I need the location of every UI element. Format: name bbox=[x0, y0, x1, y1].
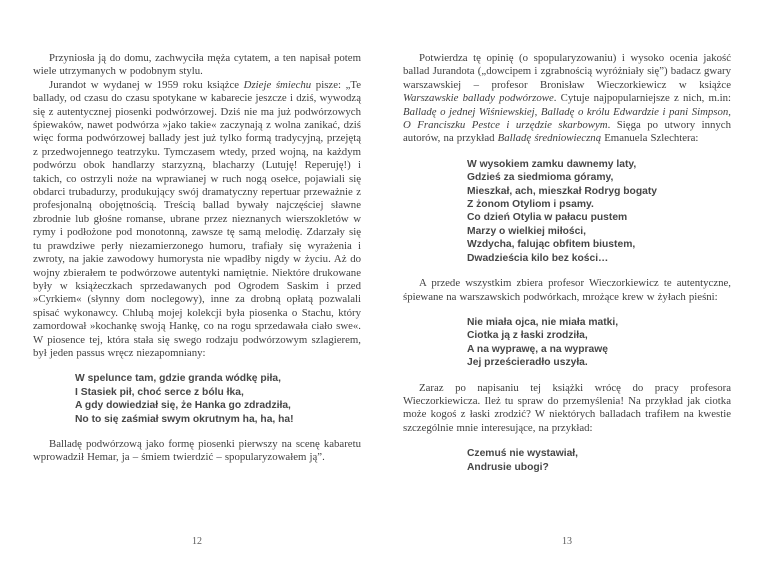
paragraph bbox=[403, 52, 731, 146]
italic-title-text: Balladę o królu Edwardzie i pani Simpson bbox=[540, 105, 729, 118]
paragraph bbox=[33, 79, 361, 361]
verse-line: W wysokiem zamku dawnemy laty, bbox=[467, 158, 637, 170]
verse-line: Jej prześcieradło uszyła. bbox=[467, 357, 588, 369]
verse-line: Z żonom Otyliom i psamy. bbox=[467, 199, 594, 211]
verse-line: I Stasiek pił, choć serce z bólu łka, bbox=[75, 386, 244, 398]
body-text: Zaraz po napisaniu tej książki wrócę do pracy profesora Wieczorkiewicza. Ileż tu spraw do przemyślenia! Na przykład jak ciotka może kogoś z łaski zrodzić? W niektórych balladach trafiłem na kwestie szczególnie mnie interesujące, na przykład: bbox=[403, 381, 731, 434]
italic-title-text: Dzieje śmiechu bbox=[243, 78, 312, 91]
text-column-left bbox=[33, 52, 361, 465]
verse-line: Co dzień Otylia w pałacu pustem bbox=[467, 212, 628, 224]
paragraph bbox=[403, 382, 731, 436]
body-text: Przyniosła ją do domu, zachwyciła męża cytatem, a ten napisał potem wiele utrzymanych w podobnym stylu. bbox=[33, 52, 361, 78]
paragraph bbox=[33, 438, 361, 465]
verse-quote bbox=[467, 158, 731, 265]
verse-line: Marzy o wielkiej miłości, bbox=[467, 225, 587, 237]
verse-line: A gdy dowiedział się, że Hanka go zdradziła, bbox=[75, 400, 291, 412]
italic-title-text: O Franciszku Pestce i urzędzie skarbowym bbox=[403, 119, 608, 132]
verse-line: Mieszkał, ach, mieszkał Rodryg bogaty bbox=[467, 185, 657, 197]
italic-title-text: Balladę średniowieczną bbox=[497, 132, 602, 145]
body-text: Balladę podwórzową jako formę piosenki pierwszy na scenę kabaretu wprowadził Hemar, ja – śmiem twierdzić – spopularyzowałem ją”. bbox=[33, 437, 361, 464]
verse-quote bbox=[75, 372, 361, 426]
verse-line: Wzdycha, falując obfitem biustem, bbox=[467, 239, 636, 251]
body-text: . Cytuje najpopularniejsze z nich, m.in: bbox=[553, 92, 731, 105]
body-text: pisze: „Te ballady, od czasu do czasu spotykane w kabarecie jeszcze i dziś, wywodzą się z autentycznej piosenki podwórzowej. Dziś nie ma już podwórzowych śpiewaków, nawet podwórza »jako takie« zaczynają z wolna zanikać, dziś więc forma podwórzowej ballady jest już tylko formą tradycyjną, przejętą z przedwojennego teatrzyku. Tymczasem wtedy, przed wojną, na każdym podwórzu obok handlarzy starzyzną, blacharzy (Lutuję! Reperuję!) i takich, co ostrzyli noże na wprawianej w ruch nogą osełce, pojawiali się obdarci trubadurzy, produkujący swój dramatyczny repertuar przeważnie z profesjonalną obojętnością. Treścią ballad bywały najczęściej sławne zbrodnie lub głośne romanse, ubrane przez nieznanych wierszokletów w rymy i podłożone pod monotonną, zawsze tę samą melodię. Zdarzały się tu prawdziwe perły niezamierzonego humoru, trafiały się wyrażenia i zwroty, na jakie zawodowy humorysta nie wpadłby nigdy w życiu. Aż do wojny zbierałem te podwórzowe autentyki namiętnie. Niektóre drukowane były w książeczkach sprzedawanych pod Ogrodem Saskim i przed »Cyrkiem« (słynny dom noclegowy), inne za drobną opłatą pozwalali spisać wykonawcy. Chlubą mojej kolekcji była piosenka o Stachu, który zamordował »kochankę swoją Hankę, co na rogu sprzedawała ciało swe«. W piosence tej, która stała się swego rodzaju podwórzowym szlagierem, był jeden passus wręcz niezapomniany: bbox=[33, 78, 362, 359]
verse-line: A na wyprawę, a na wyprawę bbox=[467, 343, 608, 355]
verse-line: Gdzieś za siedmioma góramy, bbox=[467, 172, 614, 184]
verse-line: Czemuś nie wystawiał, bbox=[467, 448, 579, 460]
page-number-left: 12 bbox=[192, 536, 202, 547]
body-text: , bbox=[728, 105, 731, 118]
verse-line: Dwadzieścia kilo bez kości… bbox=[467, 252, 609, 264]
body-text: . Sięga po utwory innych autorów, na przykład bbox=[403, 119, 731, 145]
paragraph bbox=[33, 52, 361, 79]
page-left bbox=[33, 52, 361, 465]
body-text: , bbox=[534, 105, 541, 118]
page-number-right: 13 bbox=[562, 536, 572, 547]
verse-line: Ciotka ją z łaski zrodziła, bbox=[467, 330, 588, 342]
page-right bbox=[403, 52, 731, 486]
text-column-right bbox=[403, 52, 731, 474]
verse-line: Nie miała ojca, nie miała matki, bbox=[467, 316, 619, 328]
body-text: Emanuela Szlechtera: bbox=[601, 132, 699, 145]
verse-line: W spelunce tam, gdzie granda wódkę piła, bbox=[75, 373, 281, 385]
italic-title-text: Warszawskie ballady podwórzowe bbox=[403, 92, 554, 105]
italic-title-text: Balladę o jednej Wiśniewskiej bbox=[403, 105, 535, 118]
verse-line: No to się zaśmiał swym okrutnym ha, ha, ha! bbox=[75, 413, 294, 425]
body-text: Potwierdza tę opinię (o spopularyzowaniu) i wysoko ocenia jakość ballad Jurandota („dowcipem i zgrabnością wyróżniały się”) badacz gwary warszawskiej – profesor Bronisław Wieczorkiewicz w książce bbox=[403, 52, 731, 91]
verse-quote bbox=[467, 316, 731, 370]
body-text: Jurandot w wydanej w 1959 roku książce bbox=[49, 78, 244, 91]
paragraph bbox=[403, 277, 731, 304]
body-text: A przede wszystkim zbiera profesor Wieczorkiewicz te autentyczne, śpiewane na warszawskich podwórkach, mrożące krew w żyłach pieśni: bbox=[403, 277, 731, 303]
verse-quote bbox=[467, 447, 731, 474]
verse-line: Andrusie ubogi? bbox=[467, 461, 549, 473]
